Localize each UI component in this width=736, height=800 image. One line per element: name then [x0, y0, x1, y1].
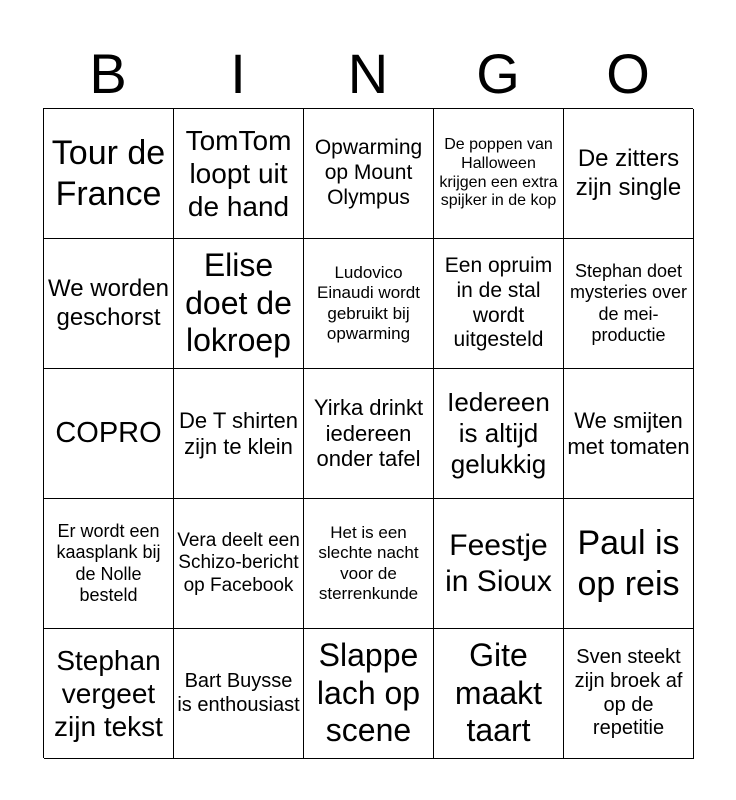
bingo-cell[interactable] [174, 239, 304, 369]
bingo-cell-text: Er wordt een kaasplank bij de Nolle besteld [56, 521, 161, 605]
bingo-cell-text: De zitters zijn single [575, 145, 682, 201]
bingo-cell[interactable] [44, 499, 174, 629]
bingo-cell-text: Feestje in Sioux [445, 529, 552, 598]
bingo-cell-text: We worden geschorst [48, 275, 169, 331]
header-letter-b: B [89, 42, 127, 105]
bingo-cell[interactable] [44, 369, 174, 499]
bingo-cell-text: Paul is op reis [577, 524, 680, 603]
bingo-cell-text: We smijten met tomaten [567, 407, 690, 459]
bingo-cell[interactable] [304, 369, 434, 499]
bingo-cell[interactable] [174, 109, 304, 239]
bingo-board [43, 108, 693, 758]
bingo-cell[interactable] [434, 109, 564, 239]
bingo-cell-text: Opwarming op Mount Olympus [314, 136, 423, 209]
bingo-cell-text: Vera deelt een Schizo-bericht op Facebook [177, 529, 300, 596]
bingo-cell-text: Een opruim in de stal wordt uitgesteld [444, 253, 553, 352]
bingo-cell-text: Gite maakt taart [454, 636, 543, 749]
bingo-cell-text: Stephan vergeet zijn tekst [54, 644, 163, 743]
bingo-cell[interactable] [434, 499, 564, 629]
bingo-cell-text: Ludovico Einaudi wordt gebruikt bij opwarming [316, 263, 420, 343]
bingo-cell[interactable] [44, 239, 174, 369]
header-letter-g: G [476, 42, 520, 105]
bingo-cell[interactable] [304, 239, 434, 369]
bingo-cell[interactable] [434, 239, 564, 369]
bingo-cell[interactable] [434, 629, 564, 759]
bingo-cell[interactable] [304, 629, 434, 759]
bingo-cell[interactable] [174, 499, 304, 629]
bingo-cell-text: Yirka drinkt iedereen onder tafel [313, 394, 424, 472]
bingo-cell[interactable] [304, 499, 434, 629]
bingo-cell-text: Bart Buysse is enthousiast [177, 669, 300, 716]
bingo-cell-text: Iedereen is altijd gelukkig [447, 387, 550, 479]
bingo-cell[interactable] [174, 369, 304, 499]
bingo-cell-text: Elise doet de lokroep [185, 246, 292, 359]
bingo-cell[interactable] [564, 499, 694, 629]
header-letter-n: N [347, 42, 389, 105]
bingo-cell-text: De T shirten zijn te klein [178, 407, 299, 459]
bingo-cell-text: Stephan doet mysteries over de mei-productie [569, 261, 688, 345]
bingo-cell[interactable] [44, 109, 174, 239]
bingo-cell[interactable] [174, 629, 304, 759]
bingo-cell[interactable] [564, 109, 694, 239]
bingo-cell-text: Slappe lach op scene [316, 636, 421, 749]
bingo-header [43, 40, 693, 108]
header-letter-o: O [606, 42, 650, 105]
bingo-cell[interactable] [434, 369, 564, 499]
bingo-cell-text: TomTom loopt uit de hand [185, 124, 292, 223]
bingo-cell[interactable] [564, 629, 694, 759]
bingo-cell-text: Het is een slechte nacht voor de sterrenkunde [318, 523, 419, 603]
header-letter-i: I [230, 42, 246, 105]
bingo-cell-text: Sven steekt zijn broek af op de repetitie [574, 646, 683, 740]
bingo-cell-text: De poppen van Halloween krijgen een extra spijker in de kop [439, 135, 558, 210]
bingo-cell[interactable] [304, 109, 434, 239]
bingo-cell-text: COPRO [55, 417, 162, 450]
bingo-cell[interactable] [44, 629, 174, 759]
bingo-cell[interactable] [564, 239, 694, 369]
bingo-cell[interactable] [564, 369, 694, 499]
bingo-cell-text: Tour de France [51, 134, 166, 213]
